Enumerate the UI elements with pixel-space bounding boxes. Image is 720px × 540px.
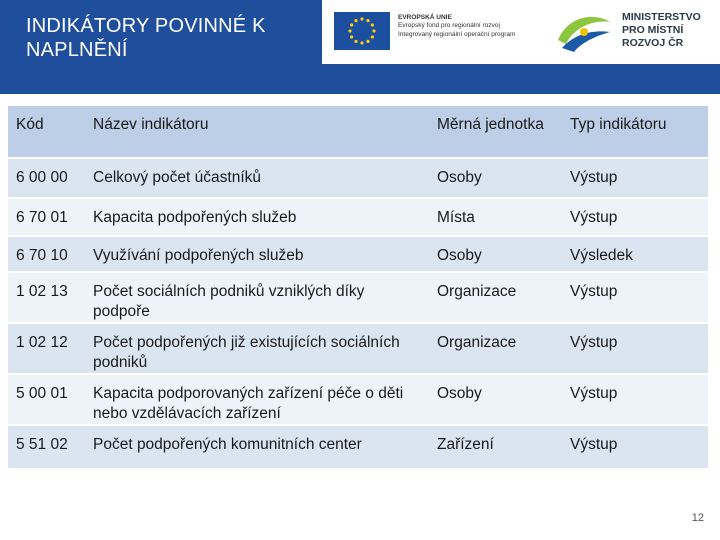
eu-star-icon	[366, 40, 369, 43]
eu-star-icon	[350, 35, 353, 38]
cell-type: Výstup	[562, 323, 708, 374]
indicator-table	[8, 106, 708, 470]
header-code: Kód	[8, 106, 85, 158]
cell-type: Výstup	[562, 198, 708, 236]
eu-star-icon	[354, 40, 357, 43]
cell-code: 5 51 02	[8, 425, 85, 469]
cell-code: 5 00 01	[8, 374, 85, 425]
cell-type: Výstup	[562, 425, 708, 469]
cell-name: Počet sociálních podniků vzniklých díky podpoře	[85, 272, 429, 323]
cell-code: 1 02 13	[8, 272, 85, 323]
eu-star-icon	[366, 19, 369, 22]
logo-panel	[322, 0, 720, 64]
cell-unit: Osoby	[429, 236, 562, 272]
cell-code: 1 02 12	[8, 323, 85, 374]
cell-unit: Místa	[429, 198, 562, 236]
cell-name: Počet podpořených již existujících sociálních podniků	[85, 323, 429, 374]
table-row	[8, 425, 708, 469]
eu-star-icon	[360, 41, 363, 44]
cell-type: Výsledek	[562, 236, 708, 272]
ministry-logo-text	[622, 11, 718, 50]
cell-code: 6 70 10	[8, 236, 85, 272]
eu-program-line: Integrovaný regionální operační program	[398, 30, 516, 38]
eu-star-icon	[360, 17, 363, 20]
eu-star-icon	[372, 29, 375, 32]
eu-star-icon	[371, 23, 374, 26]
cell-name: Kapacita podpořených služeb	[85, 198, 429, 236]
eu-fund-line: Evropský fond pro regionální rozvoj	[398, 22, 500, 30]
table-row	[8, 158, 708, 198]
ministry-line-1: MINISTERSTVO	[622, 11, 701, 23]
eu-title: EVROPSKÁ UNIE	[398, 14, 452, 21]
page-title: INDIKÁTORY POVINNÉ K NAPLNĚNÍ	[26, 15, 266, 61]
table-row	[8, 198, 708, 236]
cell-code: 6 70 01	[8, 198, 85, 236]
eu-star-icon	[350, 23, 353, 26]
cell-unit: Organizace	[429, 323, 562, 374]
eu-logo-text	[398, 14, 558, 39]
cell-unit: Organizace	[429, 272, 562, 323]
table-row	[8, 236, 708, 272]
header-unit: Měrná jednotka	[429, 106, 562, 158]
cell-name: Kapacita podporovaných zařízení péče o děti nebo vzdělávacích zařízení	[85, 374, 429, 425]
cell-type: Výstup	[562, 374, 708, 425]
cell-name: Počet podpořených komunitních center	[85, 425, 429, 469]
table-row	[8, 272, 708, 323]
ministry-line-3: ROZVOJ ČR	[622, 37, 684, 49]
ministry-line-2: PRO MÍSTNÍ	[622, 24, 684, 36]
table-row	[8, 374, 708, 425]
header-type: Typ indikátoru	[562, 106, 708, 158]
eu-stars-icon	[334, 12, 390, 50]
indicator-table-wrapper	[8, 106, 708, 470]
page-number: 12	[691, 512, 704, 524]
cell-type: Výstup	[562, 272, 708, 323]
eu-flag-icon	[334, 12, 390, 50]
cell-unit: Zařízení	[429, 425, 562, 469]
table-row	[8, 323, 708, 374]
table-header-row	[8, 106, 708, 158]
ministry-logo-icon	[554, 10, 614, 54]
cell-unit: Osoby	[429, 374, 562, 425]
cell-name: Využívání podpořených služeb	[85, 236, 429, 272]
cell-type: Výstup	[562, 158, 708, 198]
cell-unit: Osoby	[429, 158, 562, 198]
cell-code: 6 00 00	[8, 158, 85, 198]
eu-star-icon	[371, 35, 374, 38]
eu-star-icon	[348, 29, 351, 32]
cell-name: Celkový počet účastníků	[85, 158, 429, 198]
header-name: Název indikátoru	[85, 106, 429, 158]
eu-star-icon	[354, 19, 357, 22]
